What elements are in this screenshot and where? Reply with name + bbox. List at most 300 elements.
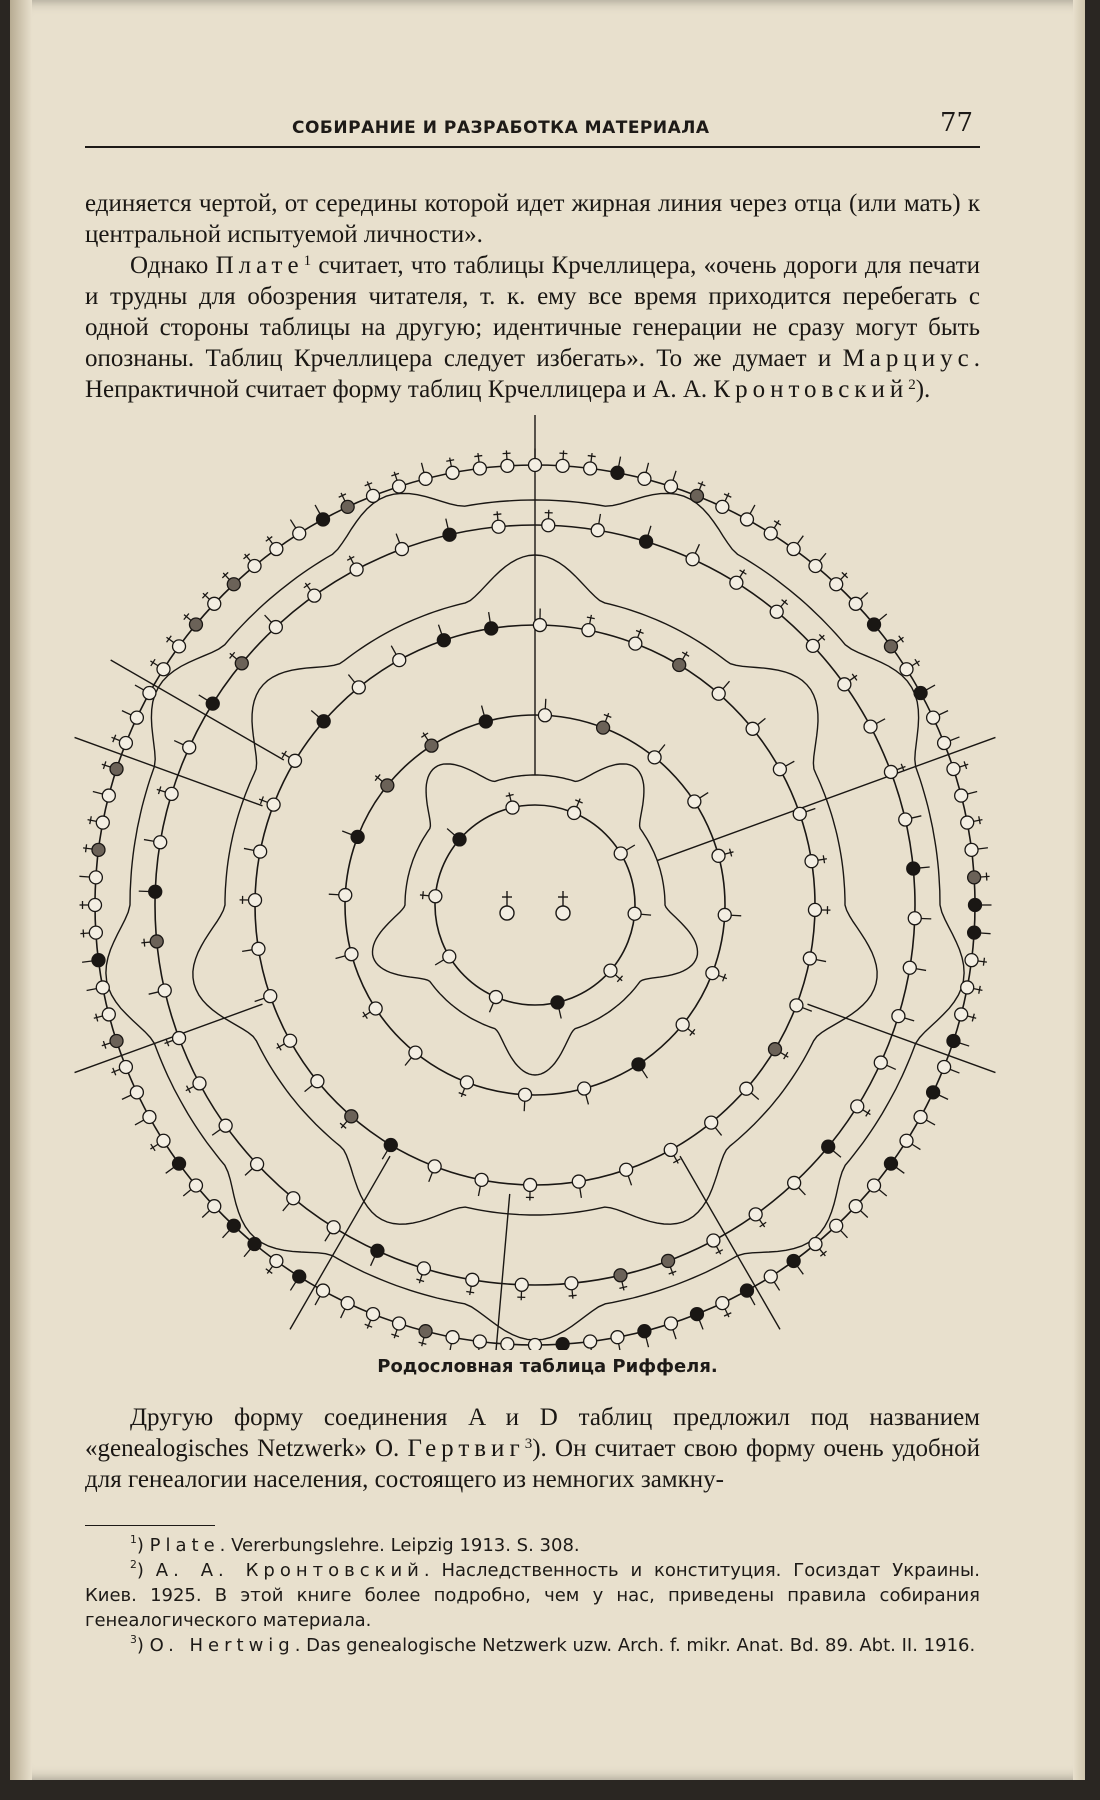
person-symbol — [529, 1339, 542, 1351]
person-symbol — [369, 1002, 382, 1015]
person-symbol — [489, 991, 502, 1004]
person-mark — [478, 1186, 480, 1196]
person-mark — [450, 458, 452, 467]
person-symbol — [248, 559, 261, 572]
person-mark — [478, 453, 479, 462]
person-symbol — [884, 640, 897, 653]
person-mark — [202, 1211, 209, 1218]
person-mark — [731, 915, 741, 916]
person-symbol — [92, 843, 105, 856]
person-symbol — [542, 519, 555, 532]
author-marcius: Марциус — [842, 345, 974, 372]
person-symbol — [317, 1284, 330, 1297]
person-symbol — [908, 912, 921, 925]
person-symbol — [466, 1273, 479, 1286]
text-block-bottom — [85, 1402, 980, 1495]
person-symbol — [597, 721, 610, 734]
person-symbol — [632, 1058, 645, 1071]
person-mark — [111, 737, 119, 740]
person-mark — [715, 1128, 721, 1136]
person-mark — [673, 1330, 676, 1340]
person-mark — [774, 521, 781, 525]
person-mark — [820, 553, 826, 561]
person-symbol — [838, 678, 851, 691]
person-mark — [419, 1275, 422, 1284]
radial-divider — [290, 1156, 390, 1329]
person-mark — [329, 894, 339, 895]
person-symbol — [367, 1308, 380, 1321]
person-mark — [141, 942, 150, 943]
person-symbol — [868, 618, 881, 631]
person-mark — [599, 514, 601, 524]
person-symbol — [705, 1116, 718, 1129]
person-symbol — [287, 1192, 300, 1205]
author-krontovsky: Кронтовский — [713, 376, 909, 403]
person-symbol — [900, 663, 913, 676]
person-symbol — [884, 765, 897, 778]
person-symbol — [110, 1034, 123, 1047]
person-symbol — [317, 513, 330, 526]
person-symbol — [676, 1018, 689, 1031]
person-symbol — [604, 964, 617, 977]
person-symbol — [501, 459, 514, 472]
person-mark — [750, 505, 755, 514]
person-symbol — [327, 1221, 340, 1234]
person-mark — [509, 792, 511, 801]
person-symbol — [961, 816, 974, 829]
person-mark — [758, 718, 766, 724]
person-mark — [242, 950, 252, 952]
person-mark — [290, 1282, 295, 1290]
person-symbol — [428, 1160, 441, 1173]
person-symbol — [614, 1269, 627, 1282]
person-mark — [382, 1151, 387, 1160]
center-person — [556, 906, 570, 920]
paragraph-plate: Однако Плате$^1$ считает, что таблицы Крчеллицера, «очень дороги для печати и трудны для обозрения читателя, т. к. ему все время приходится перебегать с одной стороны таблицы на другую; идентичные генерации не сразу могут быть опознаны. Таблиц Крчеллицера следует избегать». То же думает и Марциус. Непрактичной считает форму таблиц Крчеллицера и А. А. Кронтовский$^2$). — [85, 252, 980, 403]
person-mark — [447, 829, 455, 836]
person-mark — [699, 1320, 703, 1329]
person-mark — [833, 1151, 841, 1157]
person-mark — [979, 816, 980, 824]
person-symbol — [235, 657, 248, 670]
person-mark — [960, 1043, 970, 1046]
person-symbol — [849, 597, 862, 610]
person-mark — [879, 614, 887, 620]
person-mark — [420, 895, 429, 896]
person-mark — [673, 1159, 680, 1163]
person-mark — [699, 481, 702, 489]
person-mark — [920, 867, 930, 868]
person-mark — [80, 933, 89, 934]
person-symbol — [648, 751, 661, 764]
person-mark — [394, 472, 397, 481]
person-mark — [912, 1144, 920, 1149]
person-mark — [259, 799, 267, 802]
person-symbol — [165, 787, 178, 800]
person-mark — [524, 1101, 525, 1111]
person-mark — [725, 852, 734, 854]
book-page — [10, 0, 1085, 1780]
person-symbol — [664, 1143, 677, 1156]
person-symbol — [267, 798, 280, 811]
person-mark — [986, 873, 987, 881]
person-symbol — [718, 908, 731, 921]
person-symbol — [764, 527, 777, 540]
person-mark — [673, 471, 676, 481]
person-mark — [223, 1230, 230, 1237]
person-mark — [122, 711, 131, 715]
person-symbol — [565, 1277, 578, 1290]
person-mark — [751, 1093, 759, 1100]
person-symbol — [339, 889, 352, 902]
person-symbol — [475, 1173, 488, 1186]
person-mark — [325, 1233, 330, 1241]
person-mark — [818, 859, 827, 860]
person-symbol — [254, 845, 267, 858]
person-symbol — [119, 737, 132, 750]
person-mark — [760, 1222, 767, 1227]
person-mark — [88, 820, 97, 822]
person-mark — [489, 612, 491, 622]
paragraph-hertwig: Другую форму соединения A и D таблиц предложил под названием «genealogisches Netzwerk» О. Гертвиг$^3$). Он считает свою форму очень удобной для генеалогии населения, состоящего из немногих замкну- — [85, 1404, 980, 1493]
person-mark — [559, 453, 567, 454]
person-symbol — [150, 935, 163, 948]
person-mark — [421, 463, 423, 473]
person-symbol — [629, 637, 642, 650]
person-mark — [774, 1282, 779, 1290]
person-symbol — [270, 543, 283, 556]
footnote-ref-1[interactable]: 1 — [303, 253, 312, 269]
person-mark — [446, 460, 454, 461]
person-mark — [896, 1167, 904, 1173]
person-symbol — [102, 789, 115, 802]
person-mark — [670, 1267, 673, 1275]
person-mark — [628, 1176, 631, 1185]
person-mark — [83, 929, 84, 937]
person-symbol — [578, 1082, 591, 1095]
person-mark — [315, 1296, 320, 1305]
person-symbol — [249, 894, 262, 907]
person-mark — [797, 1266, 803, 1274]
person-mark — [619, 457, 621, 467]
person-mark — [122, 1095, 131, 1099]
person-symbol — [788, 1176, 801, 1189]
person-symbol — [965, 843, 978, 856]
person-mark — [102, 764, 111, 767]
person-symbol — [371, 1244, 384, 1257]
person-mark — [797, 536, 803, 544]
person-mark — [363, 1012, 367, 1019]
person-mark — [348, 675, 354, 683]
person-mark — [506, 450, 507, 459]
person-mark — [860, 1211, 867, 1218]
person-symbol — [251, 1158, 264, 1171]
person-mark — [266, 537, 272, 542]
person-mark — [461, 1088, 464, 1096]
person-symbol — [556, 459, 569, 472]
person-symbol — [874, 1056, 887, 1069]
person-mark — [646, 1337, 648, 1347]
person-symbol — [584, 462, 597, 475]
person-symbol — [384, 1139, 397, 1152]
person-mark — [939, 1095, 948, 1099]
person-mark — [135, 1120, 144, 1125]
person-symbol — [620, 1163, 633, 1176]
person-symbol — [473, 462, 486, 475]
person-mark — [342, 831, 351, 835]
person-symbol — [252, 942, 265, 955]
person-mark — [967, 791, 977, 793]
person-mark — [111, 1069, 119, 1072]
person-symbol — [773, 763, 786, 776]
person-symbol — [769, 1043, 782, 1056]
person-mark — [144, 939, 145, 947]
person-mark — [700, 793, 708, 798]
person-mark — [394, 1330, 397, 1339]
person-symbol — [664, 1317, 677, 1330]
person-symbol — [914, 1110, 927, 1123]
person-mark — [82, 961, 92, 962]
person-mark — [423, 891, 424, 899]
person-mark — [718, 975, 726, 978]
person-symbol — [110, 763, 123, 776]
person-symbol — [849, 1200, 862, 1213]
person-symbol — [270, 1254, 283, 1267]
person-symbol — [572, 1175, 585, 1188]
person-symbol — [914, 687, 927, 700]
person-mark — [435, 960, 444, 965]
person-symbol — [264, 990, 277, 1003]
person-symbol — [515, 1278, 528, 1291]
person-mark — [879, 1190, 887, 1196]
person-symbol — [706, 967, 719, 980]
person-mark — [79, 876, 89, 877]
person-symbol — [173, 1157, 186, 1170]
person-symbol — [740, 1284, 753, 1297]
person-symbol — [158, 984, 171, 997]
person-mark — [580, 1188, 582, 1198]
person-symbol — [955, 1008, 968, 1021]
person-symbol — [311, 1075, 324, 1088]
person-symbol — [157, 1134, 170, 1147]
person-symbol — [453, 833, 466, 846]
person-symbol — [524, 1178, 537, 1191]
person-mark — [577, 799, 581, 807]
person-symbol — [533, 619, 546, 632]
person-symbol — [662, 1254, 675, 1267]
person-symbol — [288, 754, 301, 767]
person-symbol — [707, 1234, 720, 1247]
person-mark — [545, 699, 546, 709]
person-symbol — [409, 1046, 422, 1059]
person-mark — [974, 820, 983, 822]
person-symbol — [143, 687, 156, 700]
person-mark — [367, 481, 370, 489]
person-symbol — [556, 1338, 569, 1350]
footnote-ref-3[interactable]: 3 — [524, 1436, 533, 1452]
person-symbol — [969, 899, 982, 912]
person-symbol — [189, 618, 202, 631]
person-mark — [466, 1291, 474, 1292]
person-symbol — [183, 741, 196, 754]
person-mark — [305, 1085, 313, 1091]
person-mark — [641, 914, 651, 915]
person-mark — [93, 791, 103, 793]
person-symbol — [189, 1179, 202, 1192]
person-mark — [569, 1295, 577, 1296]
person-mark — [841, 1230, 848, 1237]
person-mark — [816, 960, 826, 962]
person-symbol — [790, 999, 803, 1012]
person-symbol — [119, 1060, 132, 1073]
person-mark — [493, 514, 501, 515]
person-mark — [446, 519, 448, 529]
person-mark — [174, 741, 183, 745]
center-person — [500, 906, 514, 920]
person-symbol — [640, 535, 653, 548]
person-symbol — [907, 862, 920, 875]
person-symbol — [227, 578, 240, 591]
page-number: 77 — [940, 108, 974, 138]
person-mark — [605, 713, 608, 721]
person-mark — [183, 1190, 191, 1196]
person-symbol — [96, 981, 109, 994]
person-symbol — [446, 1331, 459, 1344]
person-symbol — [143, 1110, 156, 1123]
person-mark — [799, 1188, 806, 1195]
person-symbol — [900, 1134, 913, 1147]
person-symbol — [746, 722, 759, 735]
person-mark — [682, 652, 689, 656]
person-symbol — [673, 658, 686, 671]
person-symbol — [419, 1325, 432, 1338]
person-mark — [588, 456, 596, 457]
person-mark — [157, 789, 166, 792]
person-mark — [750, 1296, 755, 1305]
person-mark — [926, 1120, 935, 1125]
footnote-ref-2[interactable]: 2 — [908, 377, 916, 393]
person-mark — [255, 998, 264, 1001]
person-symbol — [582, 624, 595, 637]
person-symbol — [393, 654, 406, 667]
person-symbol — [341, 1297, 354, 1310]
person-mark — [802, 1008, 811, 1012]
person-mark — [960, 764, 969, 767]
figure-caption: Родословная таблица Риффеля. — [377, 1356, 718, 1377]
person-symbol — [968, 926, 981, 939]
person-mark — [905, 1018, 915, 1021]
person-symbol — [352, 681, 365, 694]
footnote-2: $^2$) А. А. Кронтовский. Наследственность и конституция. Госиздат Украины. Киев. 1925. В этой книге более подробно, чем у нас, приведены правила собирания генеалогического материала. — [85, 1558, 980, 1631]
person-symbol — [787, 1254, 800, 1267]
person-symbol — [716, 1297, 729, 1310]
person-mark — [290, 520, 295, 528]
person-symbol — [293, 1270, 306, 1283]
person-symbol — [173, 640, 186, 653]
person-symbol — [806, 639, 819, 652]
person-symbol — [968, 871, 981, 884]
person-symbol — [227, 1219, 240, 1232]
person-mark — [396, 534, 400, 543]
person-symbol — [485, 622, 498, 635]
person-symbol — [947, 763, 960, 776]
person-mark — [277, 1043, 281, 1050]
person-symbol — [830, 1219, 843, 1232]
person-symbol — [208, 1200, 221, 1213]
person-mark — [590, 615, 592, 624]
person-mark — [87, 989, 97, 991]
person-mark — [506, 794, 514, 796]
person-symbol — [899, 813, 912, 826]
person-mark — [978, 848, 988, 849]
person-mark — [912, 816, 922, 818]
person-mark — [950, 737, 959, 741]
person-symbol — [961, 981, 974, 994]
person-mark — [149, 992, 159, 994]
radial-divider — [111, 660, 284, 760]
person-symbol — [868, 1179, 881, 1192]
person-symbol — [688, 795, 701, 808]
person-mark — [371, 1257, 375, 1266]
person-symbol — [864, 720, 877, 733]
person-symbol — [395, 543, 408, 556]
person-symbol — [429, 890, 442, 903]
person-symbol — [927, 711, 940, 724]
person-mark — [144, 840, 154, 842]
person-symbol — [851, 1100, 864, 1113]
person-mark — [151, 1144, 155, 1151]
person-symbol — [506, 801, 519, 814]
person-symbol — [947, 1034, 960, 1047]
person-symbol — [830, 578, 843, 591]
person-symbol — [614, 847, 627, 860]
person-symbol — [690, 489, 703, 502]
person-symbol — [822, 1140, 835, 1153]
person-mark — [245, 1169, 252, 1176]
person-mark — [852, 674, 857, 681]
person-mark — [503, 453, 511, 454]
person-mark — [967, 1016, 976, 1018]
person-symbol — [803, 952, 816, 965]
person-mark — [642, 1070, 647, 1078]
person-mark — [695, 544, 699, 553]
person-mark — [823, 855, 824, 863]
person-mark — [489, 1003, 493, 1012]
person-symbol — [157, 663, 170, 676]
person-mark — [470, 1286, 471, 1295]
footnote-3: $^3$) O. Hertwig. Das genealogische Netzwerk uzw. Arch. f. mikr. Anat. Bd. 89. Abt. II. 1916. — [130, 1633, 976, 1656]
person-mark — [619, 1287, 627, 1289]
person-symbol — [437, 634, 450, 647]
person-symbol — [716, 500, 729, 513]
person-mark — [244, 848, 254, 850]
person-mark — [311, 710, 319, 717]
person-symbol — [393, 1317, 406, 1330]
person-symbol — [809, 1238, 822, 1251]
person-symbol — [638, 1325, 651, 1338]
person-mark — [497, 511, 498, 520]
person-symbol — [805, 855, 818, 868]
person-mark — [784, 1052, 788, 1059]
person-symbol — [473, 1335, 486, 1348]
person-mark — [786, 761, 795, 766]
person-symbol — [638, 472, 651, 485]
author-plate: Плате — [215, 252, 304, 279]
person-symbol — [208, 597, 221, 610]
person-symbol — [284, 1034, 297, 1047]
person-symbol — [808, 903, 821, 916]
person-mark — [926, 685, 935, 690]
